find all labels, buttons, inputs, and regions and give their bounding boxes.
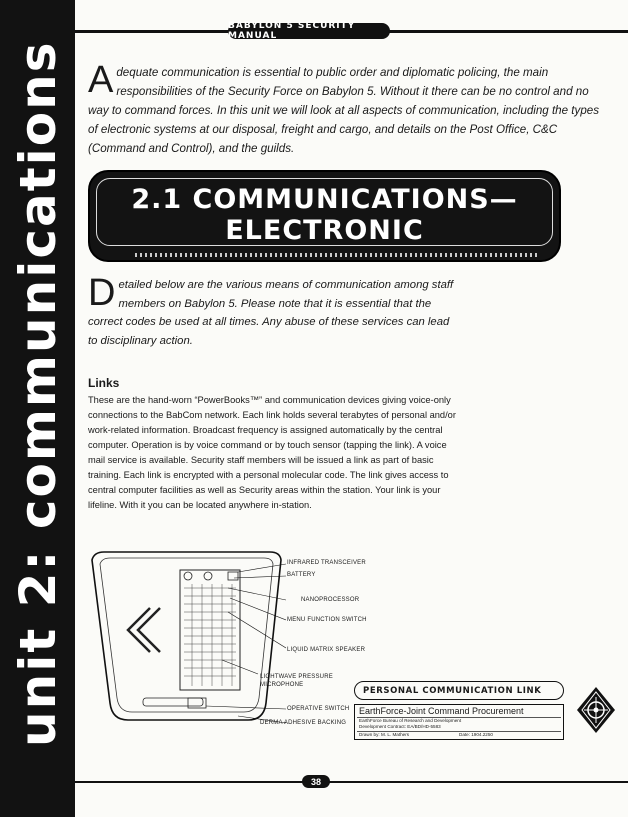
section-banner (88, 170, 561, 262)
procurement-box (354, 704, 564, 740)
banner-title-line2: ELECTRONIC (225, 215, 424, 246)
callout-infrared: INFRARED TRANSCEIVER (287, 560, 366, 566)
section-intro-paragraph (88, 272, 460, 350)
footer-rule (75, 781, 628, 783)
procurement-line2: Development Contract: EA/BD/HD-5583 (359, 724, 441, 729)
procurement-drawn-by: Drawn by: M. L. Mathers (359, 732, 410, 737)
unit-title: unit 2: communications (8, 40, 67, 747)
callout-derma-backing: DERMA ADHESIVE BACKING (260, 720, 347, 726)
section-dropcap: D (88, 272, 116, 314)
diagram-title: PERSONAL COMMUNICATION LINK (354, 681, 564, 700)
callout-operative-switch: OPERATIVE SWITCH (287, 706, 350, 712)
callout-battery: BATTERY (287, 572, 316, 578)
procurement-line1: EarthForce Bureau of Research and Development (359, 718, 462, 723)
sidebar-band (0, 0, 75, 817)
banner-title-line1: 2.1 COMMUNICATIONS— (131, 184, 518, 215)
links-heading: Links (88, 376, 120, 390)
callout-microphone-line1: LIGHTWAVE PRESSURE (260, 674, 333, 680)
manual-title: BABYLON 5 SECURITY MANUAL (228, 23, 390, 39)
procurement-date: Date: 1904.2250 (459, 732, 493, 737)
procurement-title: EarthForce-Joint Command Procurement (359, 706, 524, 716)
callout-menu-switch: MENU FUNCTION SWITCH (287, 617, 367, 623)
earthforce-emblem (575, 685, 617, 735)
links-body: These are the hand-worn “PowerBooks™” and communication devices giving voice-only connections to the BabCom network. Each link holds several terabytes of personal and/or work-related information. Broadcast frequency is assigned automatically by the central computer. Operation is by voice command or by touch sensor (tapping the link). A voice mail service is available. Security staff members will be issued a link as part of basic training. Each link is encrypted with a personal molecular code. The link gives access to central computer facilities as well as Security areas within the station. Your link is your lifeline. With it you can be located anywhere in-station. (88, 395, 456, 510)
comm-link-diagram (88, 548, 286, 730)
intro-text: dequate communication is essential to public order and diplomatic policing, the main responsibilities of the Security Force on Babylon 5. Without it there can be no control and no way to command forces. In this unit we will look at all aspects of communication, including the types of electronic systems at our disposal, freight and cargo, and details on the Post Office, C&C (Command and Control), and the guilds. (88, 66, 600, 155)
page-number: 38 (302, 775, 330, 788)
callout-nanoprocessor: NANOPROCESSOR (301, 597, 360, 603)
callout-microphone-line2: MICROPHONE (260, 682, 304, 688)
callout-speaker: LIQUID MATRIX SPEAKER (287, 647, 366, 653)
intro-paragraph (88, 59, 608, 158)
intro-dropcap: A (88, 59, 114, 101)
banner-decorative-glyphs (135, 253, 539, 257)
section-intro-text: etailed below are the various means of communication among staff members on Babylon 5. Please note that it is essential that the correct codes be used at all times. Any abuse of these services can lead to disciplinary action. (88, 279, 454, 347)
